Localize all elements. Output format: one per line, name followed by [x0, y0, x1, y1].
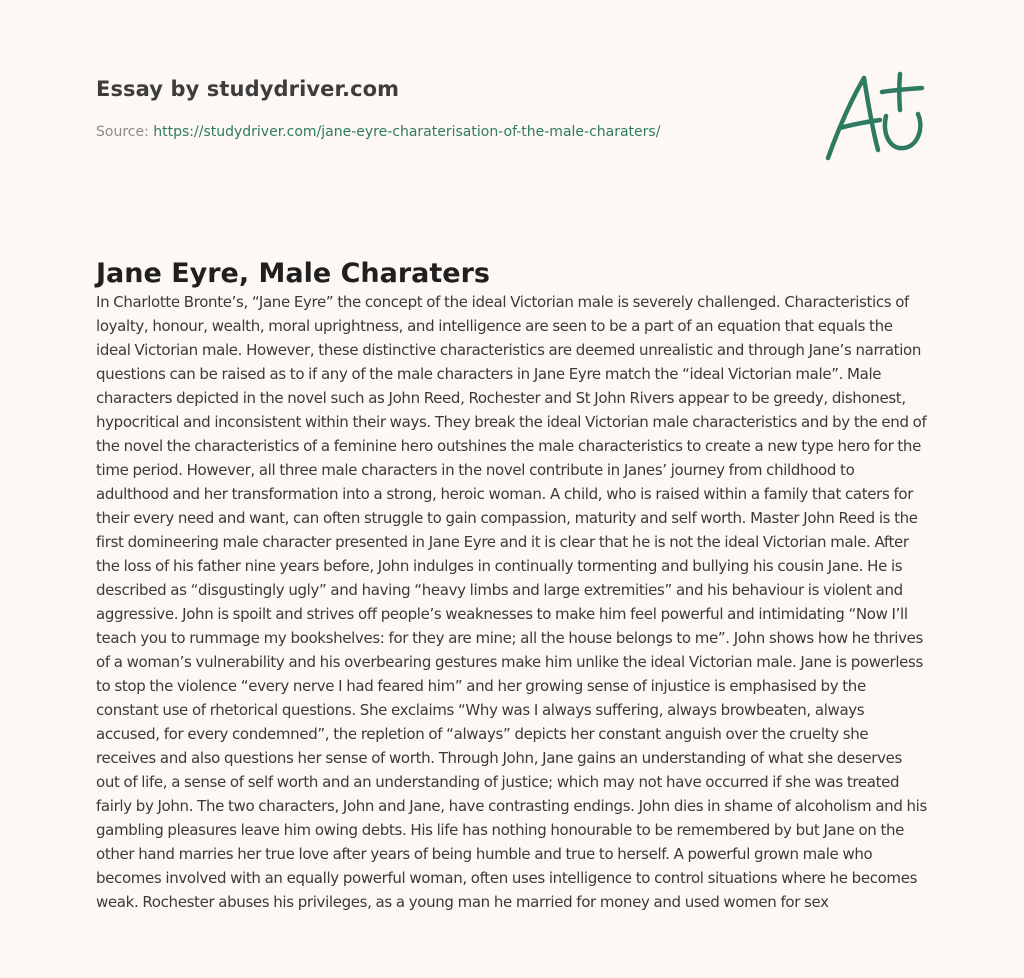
a-plus-logo-svg: [820, 68, 930, 168]
essay-header: [96, 74, 796, 142]
logo-plus-horizontal: [882, 88, 922, 92]
site-title: Essay by studydriver.com: [96, 77, 400, 101]
a-plus-logo-icon: [820, 68, 930, 168]
logo-a-left-stroke: [828, 78, 864, 158]
source-label: Source:: [96, 124, 149, 140]
essay-body-text: In Charlotte Bronte’s, “Jane Eyre” the concept of the ideal Victorian male is severely challenged. Characteristics of loyalty, honour, wealth, moral uprightness, and intelligence are seen to be a part of an equation that equals the ideal Victorian male. However, these distinctive characteristics are deemed unrealistic and through Jane’s narration questions can be raised as to if any of the male characters in Jane Eyre match the “ideal Victorian male”. Male characters depicted in the novel such as John Reed, Rochester and St John Rivers appear to be greedy, dishonest, hypocritical and inconsistent within their ways. They break the ideal Victorian male characteristics and by the end of the novel the characteristics of a feminine hero outshines the male characteristics to create a new type hero for the time period. However, all three male characters in the novel contribute in Janes’ journey from childhood to adulthood and her transformation into a strong, heroic woman. A child, who is raised within a family that caters for their every need and want, can often struggle to gain compassion, maturity and self worth. Master John Reed is the first domineering male character presented in Jane Eyre and it is clear that he is not the ideal Victorian male. After the loss of his father nine years before, John indulges in continually tormenting and bullying his cousin Jane. He is described as “disgustingly ugly” and having “heavy limbs and large extremities” and his behaviour is violent and aggressive. John is spoilt and strives off people’s weaknesses to make him feel powerful and intimidating “Now I’ll teach you to rummage my bookshelves: for they are mine; all the house belongs to me”. John shows how he thrives of a woman’s vulnerability and his overbearing gestures make him unlike the ideal Victorian male. Jane is powerless to stop the violence “every nerve I had feared him” and her growing sense of injustice is emphasised by the constant use of rhetorical questions. She exclaims “Why was I always suffering, always browbeaten, always accused, for every condemned”, the repletion of “always” depicts her constant anguish over the cruelty she receives and also questions her sense of worth. Through John, Jane gains an understanding of what she deserves out of life, a sense of self worth and an understanding of justice; which may not have occurred if she was treated fairly by John. The two characters, John and Jane, have contrasting endings. John dies in shame of alcoholism and his gambling pleasures leave him owing debts. His life has nothing honourable to be remembered by but Jane on the other hand marries her true love after years of being humble and true to herself. A powerful grown male who becomes involved with an equally powerful woman, often uses intelligence to control situations where he becomes weak. Rochester abuses his privileges, as a young man he married for money and used women for sex: [96, 293, 927, 911]
logo-strokes: [828, 74, 922, 158]
source-line: [96, 122, 796, 142]
document-title: Jane Eyre, Male Charaters: [96, 258, 490, 289]
logo-loop: [885, 114, 920, 148]
logo-a-right-stroke: [864, 78, 878, 150]
source-link[interactable]: https://studydriver.com/jane-eyre-charaterisation-of-the-male-charaters/: [153, 124, 661, 140]
